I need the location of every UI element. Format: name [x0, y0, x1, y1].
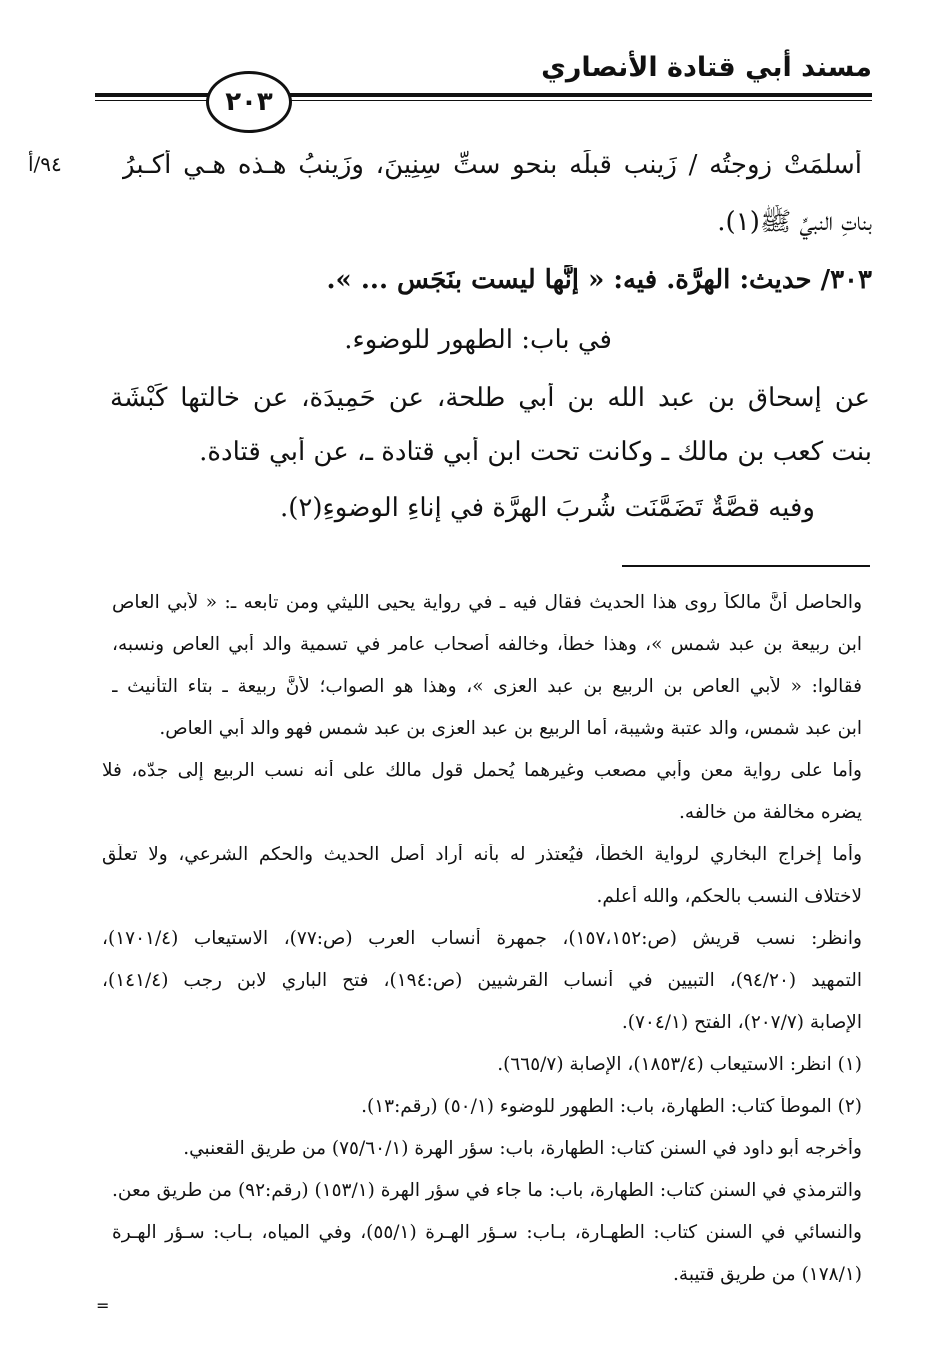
footnote-line-4: ابن عبد شمس، والد عتبة وشيبة، أما الربيع بن عبد العزى بن عبد شمس فهو والد أبي العاص. [159, 718, 862, 739]
footnote-line-5: وأما على رواية معن وأبي مصعب وغيرهما يُحمل قول مالك على أنه نسب الربيع إلى جدّه، فلا [102, 760, 862, 781]
chapter-line: في باب: الطهور للوضوء. [344, 325, 612, 355]
main-line-story: وفيه قصَّةٌ تَضَمَّنَت شُربَ الهِرَّة في إناءِ الوضوءِ(٢). [280, 493, 815, 523]
manuscript-folio-note: ٩٤/أ [28, 152, 62, 176]
footnote-line-6: يضره مخالفة من خالفه. [679, 802, 862, 823]
footnote-line-8: لاختلاف النسب بالحكم، والله أعلم. [596, 886, 862, 907]
footnote-line-7: وأما إخراج البخاري لرواية الخطأ، فيُعتذر له بأنه أراد أصل الحديث والحكم الشرعي، ولا تعلّق [102, 844, 862, 865]
page-number: ٢٠٣ [206, 71, 292, 133]
continuation-mark: = [96, 1296, 110, 1315]
footnote-2-line-4: والنسائي في السنن كتاب: الطهـارة، بـاب: سـؤر الهـرة (٥٥/١)، وفي المياه، بـاب: سـؤر الهـرة [112, 1222, 862, 1243]
footnote-line-10: التمهيد (٩٤/٢٠)، التبيين في أنساب القرشيين (ص:١٩٤)، فتح الباري لابن رجب (١٤١/٤)، [102, 970, 862, 991]
main-line-1: أسلمَتْ زوجتُه / زَينب قبلَه بنحوِ ستِّ سِنِينَ، وزَينبُ هـذه هـي أكـبرُ [122, 150, 862, 180]
footnote-1: (١) انظر: الاستيعاب (١٨٥٣/٤)، الإصابة (٦٦٥/٧). [497, 1054, 862, 1075]
main-line-2: بناتِ النبيِّ ﷺ(١). [717, 207, 872, 237]
footnote-line-3: فقالوا: « لأبي العاص بن الربيع بن عبد العزى »، وهذا هو الصواب؛ لأنَّ ربيعة ـ بتاء التأنيث ـ [112, 676, 862, 697]
footnote-separator [622, 565, 870, 567]
footnote-line-1: والحاصل أنَّ مالكاً روى هذا الحديث فقال فيه ـ في رواية يحيى الليثي ومن تابعه ـ: « لأبي العاص [112, 592, 862, 613]
footnote-2-line-3: والترمذي في السنن كتاب: الطهارة، باب: ما جاء في سؤر الهرة (١٥٣/١) (رقم:٩٢) من طريق معن. [112, 1180, 862, 1201]
footnote-line-9: وانظر: نسب قريش (ص:١٥٧،١٥٢)، جمهرة أنساب العرب (ص:٧٧)، الاستيعاب (١٧٠١/٤)، [102, 928, 862, 949]
footnote-line-2: ابن ربيعة بن عبد شمس »، وهذا خطأ، وخالفه أصحاب عامر في تسمية والد أبي العاص ونسبه، [112, 634, 862, 655]
running-title: مسند أبي قتادة الأنصاري [541, 52, 872, 83]
footnote-2-line-2: وأخرجه أبو داود في السنن كتاب: الطهارة، باب: سؤر الهرة (٧٥/٦٠/١) من طريق القعنبي. [183, 1138, 862, 1159]
footnote-line-11: الإصابة (٢٠٧/٧)، الفتح (٧٠٤/١). [621, 1012, 862, 1033]
main-line-isnad-1: عن إسحاق بن عبد الله بن أبي طلحة، عن حَمِيدَة، عن خالتها كَبْشَة [110, 383, 870, 413]
main-line-isnad-2: بنت كعب بن مالك ـ وكانت تحت ابن أبي قتادة ـ، عن أبي قتادة. [199, 437, 872, 467]
footnote-2: (٢) الموطأ كتاب: الطهارة، باب: الطهور للوضوء (٥٠/١) (رقم:١٣). [361, 1096, 862, 1117]
footnote-2-line-5: (١٧٨/١) من طريق قتيبة. [673, 1264, 862, 1285]
hadith-heading: ٣٠٣/ حديث: الهِرَّة. فيه: « إنَّها ليست بنَجَس ... ». [326, 265, 872, 295]
